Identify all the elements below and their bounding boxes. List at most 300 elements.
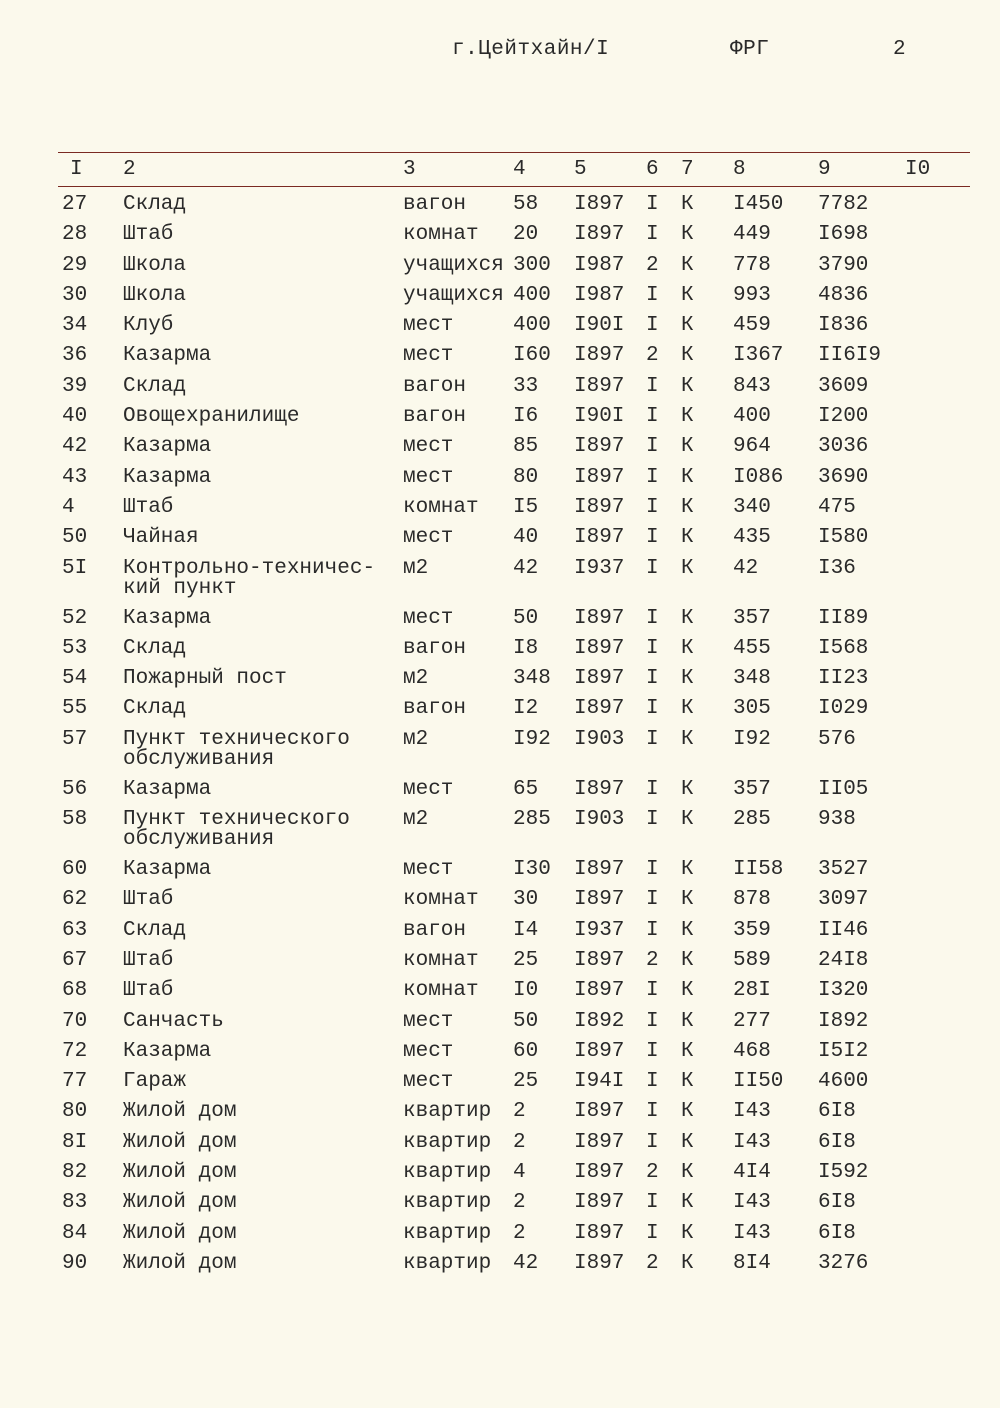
capacity: 4	[513, 1161, 526, 1185]
material-code: К	[681, 223, 694, 247]
inventory-table	[0, 195, 1000, 1284]
object-name: Казарма	[123, 465, 212, 489]
column-10-cell	[905, 346, 1000, 376]
left-margin	[0, 921, 62, 951]
unit-of-measure: мест	[403, 465, 454, 489]
area-value: 357	[733, 777, 771, 801]
table-row	[0, 860, 1000, 890]
year-built: I897	[574, 888, 625, 912]
capacity: 2	[513, 1130, 526, 1154]
table-row	[0, 1072, 1000, 1102]
unit-of-measure: учащихся	[403, 283, 504, 307]
year-built: I897	[574, 1251, 625, 1275]
column-number: 5	[574, 158, 587, 181]
category: I	[646, 697, 659, 721]
column-10-cell	[905, 1133, 1000, 1163]
left-margin	[0, 1072, 62, 1102]
area-value: 964	[733, 435, 771, 459]
table-row	[0, 981, 1000, 1011]
material-code: К	[681, 979, 694, 1003]
column-10-cell	[905, 1193, 1000, 1223]
column-10-cell	[905, 669, 1000, 699]
cost-value: 3690	[818, 465, 869, 489]
column-10-cell	[905, 1012, 1000, 1042]
left-margin	[0, 730, 62, 780]
cost-value: II46	[818, 918, 869, 942]
object-name: Гараж	[123, 1070, 187, 1094]
capacity: I5	[513, 495, 539, 519]
area-value: 843	[733, 374, 771, 398]
object-name: Штаб	[123, 888, 174, 912]
cost-value: 6I8	[818, 1130, 856, 1154]
left-margin	[0, 407, 62, 437]
table-row	[0, 951, 1000, 981]
category: I	[646, 314, 659, 338]
year-built: I892	[574, 1009, 625, 1033]
category: I	[646, 777, 659, 801]
category: I	[646, 283, 659, 307]
capacity: I4	[513, 918, 539, 942]
unit-of-measure: квартир	[403, 1161, 492, 1185]
object-name: Жилой дом	[123, 1191, 237, 1215]
area-value: 277	[733, 1009, 771, 1033]
capacity: 60	[513, 1039, 539, 1063]
row-number: 63	[62, 918, 88, 942]
row-number: 84	[62, 1221, 88, 1245]
table-row	[0, 890, 1000, 920]
object-name: Штаб	[123, 495, 174, 519]
capacity: 30	[513, 888, 539, 912]
year-built: I903	[574, 808, 625, 832]
year-built: I937	[574, 918, 625, 942]
material-code: К	[681, 918, 694, 942]
cost-value: II23	[818, 667, 869, 691]
table-row	[0, 699, 1000, 729]
year-built: I897	[574, 1161, 625, 1185]
capacity: 65	[513, 777, 539, 801]
table-row	[0, 609, 1000, 639]
area-value: 455	[733, 636, 771, 660]
material-code: К	[681, 465, 694, 489]
object-name: Клуб	[123, 314, 174, 338]
left-margin	[0, 1012, 62, 1042]
material-code: К	[681, 556, 694, 580]
area-value: I43	[733, 1100, 771, 1124]
cost-value: I029	[818, 697, 869, 721]
table-row	[0, 1254, 1000, 1284]
column-10-cell	[905, 559, 1000, 609]
category: 2	[646, 948, 659, 972]
object-name: Казарма	[123, 858, 212, 882]
table-row	[0, 195, 1000, 225]
object-name: Пожарный пост	[123, 667, 287, 691]
material-code: К	[681, 405, 694, 429]
column-10-cell	[905, 1163, 1000, 1193]
header-city: г.Цейтхайн/I	[452, 38, 610, 61]
left-margin	[0, 1224, 62, 1254]
material-code: К	[681, 888, 694, 912]
object-name: Жилой дом	[123, 1100, 237, 1124]
material-code: К	[681, 495, 694, 519]
category: I	[646, 727, 659, 751]
unit-of-measure: м2	[403, 556, 429, 580]
table-row	[0, 1193, 1000, 1223]
category: 2	[646, 1251, 659, 1275]
category: I	[646, 526, 659, 550]
object-name: Овощехранилище	[123, 405, 300, 429]
unit-of-measure: мест	[403, 1070, 454, 1094]
left-margin	[0, 699, 62, 729]
cost-value: II6I9	[818, 344, 882, 368]
table-row	[0, 1133, 1000, 1163]
material-code: К	[681, 344, 694, 368]
object-name: Пункт технического обслуживания	[123, 808, 350, 852]
year-built: I897	[574, 1130, 625, 1154]
left-margin	[0, 1163, 62, 1193]
object-name: Склад	[123, 374, 187, 398]
object-name: Казарма	[123, 1039, 212, 1063]
cost-value: II89	[818, 606, 869, 630]
unit-of-measure: вагон	[403, 918, 467, 942]
category: I	[646, 1070, 659, 1094]
cost-value: 6I8	[818, 1100, 856, 1124]
unit-of-measure: мест	[403, 344, 454, 368]
column-10-cell	[905, 921, 1000, 951]
column-10-cell	[905, 1254, 1000, 1284]
column-number-row	[0, 158, 1000, 184]
row-number: 70	[62, 1009, 88, 1033]
table-row	[0, 1102, 1000, 1132]
capacity: 400	[513, 283, 551, 307]
material-code: К	[681, 1039, 694, 1063]
row-number: 83	[62, 1191, 88, 1215]
material-code: К	[681, 1100, 694, 1124]
table-top-rule	[58, 152, 970, 153]
capacity: I60	[513, 344, 551, 368]
row-number: 57	[62, 727, 88, 751]
cost-value: 3036	[818, 435, 869, 459]
row-number: 90	[62, 1251, 88, 1275]
category: I	[646, 858, 659, 882]
header-country: ФРГ	[730, 38, 770, 61]
row-number: 80	[62, 1100, 88, 1124]
column-10-cell	[905, 639, 1000, 669]
material-code: К	[681, 697, 694, 721]
column-10-cell	[905, 699, 1000, 729]
year-built: I897	[574, 858, 625, 882]
unit-of-measure: м2	[403, 808, 429, 832]
year-built: I897	[574, 1191, 625, 1215]
table-row	[0, 559, 1000, 609]
table-row	[0, 810, 1000, 860]
row-number: 29	[62, 253, 88, 277]
row-number: 36	[62, 344, 88, 368]
area-value: 359	[733, 918, 771, 942]
cost-value: I568	[818, 636, 869, 660]
left-margin	[0, 528, 62, 558]
object-name: Жилой дом	[123, 1251, 237, 1275]
unit-of-measure: мест	[403, 858, 454, 882]
area-value: 42	[733, 556, 759, 580]
year-built: I897	[574, 435, 625, 459]
object-name: Чайная	[123, 526, 199, 550]
left-margin	[0, 1133, 62, 1163]
table-row	[0, 468, 1000, 498]
cost-value: 4836	[818, 283, 869, 307]
capacity: 2	[513, 1191, 526, 1215]
column-10-cell	[905, 1224, 1000, 1254]
category: I	[646, 979, 659, 1003]
unit-of-measure: мест	[403, 526, 454, 550]
unit-of-measure: комнат	[403, 888, 479, 912]
object-name: Склад	[123, 918, 187, 942]
left-margin	[0, 1193, 62, 1223]
material-code: К	[681, 283, 694, 307]
year-built: I897	[574, 777, 625, 801]
column-10-cell	[905, 225, 1000, 255]
left-margin	[0, 195, 62, 225]
area-value: 28I	[733, 979, 771, 1003]
capacity: I92	[513, 727, 551, 751]
column-10-cell	[905, 951, 1000, 981]
unit-of-measure: квартир	[403, 1221, 492, 1245]
cost-value: 475	[818, 495, 856, 519]
cost-value: I320	[818, 979, 869, 1003]
unit-of-measure: м2	[403, 667, 429, 691]
unit-of-measure: мест	[403, 1039, 454, 1063]
left-margin	[0, 890, 62, 920]
capacity: I2	[513, 697, 539, 721]
object-name: Жилой дом	[123, 1130, 237, 1154]
table-row	[0, 921, 1000, 951]
capacity: I30	[513, 858, 551, 882]
cost-value: I698	[818, 223, 869, 247]
column-10-cell	[905, 195, 1000, 225]
year-built: I937	[574, 556, 625, 580]
unit-of-measure: мест	[403, 1009, 454, 1033]
row-number: 54	[62, 667, 88, 691]
object-name: Жилой дом	[123, 1161, 237, 1185]
column-number: 9	[818, 158, 831, 181]
area-value: 305	[733, 697, 771, 721]
page-number: 2	[893, 38, 907, 61]
left-margin	[0, 669, 62, 699]
row-number: 58	[62, 808, 88, 832]
cost-value: I36	[818, 556, 856, 580]
unit-of-measure: мест	[403, 606, 454, 630]
category: 2	[646, 1161, 659, 1185]
area-value: 993	[733, 283, 771, 307]
unit-of-measure: м2	[403, 727, 429, 751]
object-name: Пункт технического обслуживания	[123, 727, 350, 771]
column-number: 2	[123, 158, 136, 181]
unit-of-measure: мест	[403, 777, 454, 801]
unit-of-measure: вагон	[403, 405, 467, 429]
capacity: 2	[513, 1221, 526, 1245]
year-built: I897	[574, 1039, 625, 1063]
row-number: 39	[62, 374, 88, 398]
area-value: 348	[733, 667, 771, 691]
row-number: 42	[62, 435, 88, 459]
unit-of-measure: комнат	[403, 495, 479, 519]
row-number: 62	[62, 888, 88, 912]
unit-of-measure: квартир	[403, 1251, 492, 1275]
category: I	[646, 667, 659, 691]
cost-value: 938	[818, 808, 856, 832]
capacity: 58	[513, 193, 539, 216]
table-row	[0, 528, 1000, 558]
object-name: Жилой дом	[123, 1221, 237, 1245]
year-built: I94I	[574, 1070, 625, 1094]
unit-of-measure: вагон	[403, 193, 467, 216]
column-10-cell	[905, 286, 1000, 316]
capacity: I0	[513, 979, 539, 1003]
capacity: 50	[513, 606, 539, 630]
object-name: Контрольно-техничес- кий пункт	[123, 556, 376, 600]
area-value: I43	[733, 1130, 771, 1154]
material-code: К	[681, 435, 694, 459]
material-code: К	[681, 193, 694, 216]
object-name: Школа	[123, 253, 187, 277]
column-10-cell	[905, 1102, 1000, 1132]
unit-of-measure: квартир	[403, 1191, 492, 1215]
table-row	[0, 377, 1000, 407]
material-code: К	[681, 1161, 694, 1185]
left-margin	[0, 981, 62, 1011]
unit-of-measure: комнат	[403, 223, 479, 247]
cost-value: 6I8	[818, 1221, 856, 1245]
column-number: 6	[646, 158, 659, 181]
table-row	[0, 286, 1000, 316]
area-value: 449	[733, 223, 771, 247]
area-value: 468	[733, 1039, 771, 1063]
cost-value: 7782	[818, 193, 869, 216]
table-row	[0, 346, 1000, 376]
cost-value: I836	[818, 314, 869, 338]
year-built: I897	[574, 697, 625, 721]
cost-value: 576	[818, 727, 856, 751]
material-code: К	[681, 606, 694, 630]
material-code: К	[681, 1251, 694, 1275]
category: I	[646, 193, 659, 216]
table-row	[0, 437, 1000, 467]
left-margin	[0, 346, 62, 376]
area-value: 400	[733, 405, 771, 429]
cost-value: 3527	[818, 858, 869, 882]
object-name: Штаб	[123, 223, 174, 247]
row-number: 53	[62, 636, 88, 660]
row-number: 52	[62, 606, 88, 630]
category: I	[646, 808, 659, 832]
unit-of-measure: мест	[403, 435, 454, 459]
unit-of-measure: вагон	[403, 636, 467, 660]
column-10-cell	[905, 609, 1000, 639]
row-number: 50	[62, 526, 88, 550]
column-10-cell	[905, 407, 1000, 437]
left-margin	[0, 256, 62, 286]
capacity: 42	[513, 1251, 539, 1275]
capacity: 300	[513, 253, 551, 277]
column-10-cell	[905, 860, 1000, 890]
column-10-cell	[905, 498, 1000, 528]
capacity: I8	[513, 636, 539, 660]
capacity: I6	[513, 405, 539, 429]
row-number: 8I	[62, 1130, 88, 1154]
table-row	[0, 316, 1000, 346]
material-code: К	[681, 727, 694, 751]
year-built: I987	[574, 253, 625, 277]
column-10-cell	[905, 377, 1000, 407]
area-value: I367	[733, 344, 784, 368]
left-margin	[0, 609, 62, 639]
table-row	[0, 730, 1000, 780]
area-value: 778	[733, 253, 771, 277]
year-built: I897	[574, 526, 625, 550]
area-value: 459	[733, 314, 771, 338]
object-name: Казарма	[123, 344, 212, 368]
column-number: 8	[733, 158, 746, 181]
category: I	[646, 405, 659, 429]
cost-value: II05	[818, 777, 869, 801]
material-code: К	[681, 526, 694, 550]
object-name: Склад	[123, 697, 187, 721]
category: I	[646, 1100, 659, 1124]
left-margin	[0, 1102, 62, 1132]
year-built: I897	[574, 223, 625, 247]
left-margin	[0, 639, 62, 669]
left-margin	[0, 810, 62, 860]
year-built: I903	[574, 727, 625, 751]
capacity: 2	[513, 1100, 526, 1124]
object-name: Склад	[123, 193, 187, 216]
column-10-cell	[905, 730, 1000, 780]
object-name: Казарма	[123, 606, 212, 630]
category: I	[646, 495, 659, 519]
column-number: I0	[905, 158, 931, 181]
area-value: I43	[733, 1221, 771, 1245]
category: I	[646, 1039, 659, 1063]
column-10-cell	[905, 890, 1000, 920]
column-number: 3	[403, 158, 416, 181]
column-10-cell	[905, 256, 1000, 286]
table-row	[0, 225, 1000, 255]
category: I	[646, 435, 659, 459]
left-margin	[0, 1042, 62, 1072]
row-number: 27	[62, 193, 88, 216]
material-code: К	[681, 374, 694, 398]
left-margin	[0, 780, 62, 810]
material-code: К	[681, 667, 694, 691]
left-margin	[0, 286, 62, 316]
column-10-cell	[905, 981, 1000, 1011]
row-number: 43	[62, 465, 88, 489]
column-10-cell	[905, 1042, 1000, 1072]
table-row	[0, 1012, 1000, 1042]
left-margin	[0, 498, 62, 528]
year-built: I897	[574, 1221, 625, 1245]
year-built: I897	[574, 1100, 625, 1124]
object-name: Штаб	[123, 948, 174, 972]
column-number: I	[70, 158, 83, 181]
capacity: 400	[513, 314, 551, 338]
left-margin	[0, 1254, 62, 1284]
object-name: Склад	[123, 636, 187, 660]
capacity: 348	[513, 667, 551, 691]
column-10-cell	[905, 468, 1000, 498]
unit-of-measure: квартир	[403, 1100, 492, 1124]
row-number: 4	[62, 495, 75, 519]
table-row	[0, 639, 1000, 669]
